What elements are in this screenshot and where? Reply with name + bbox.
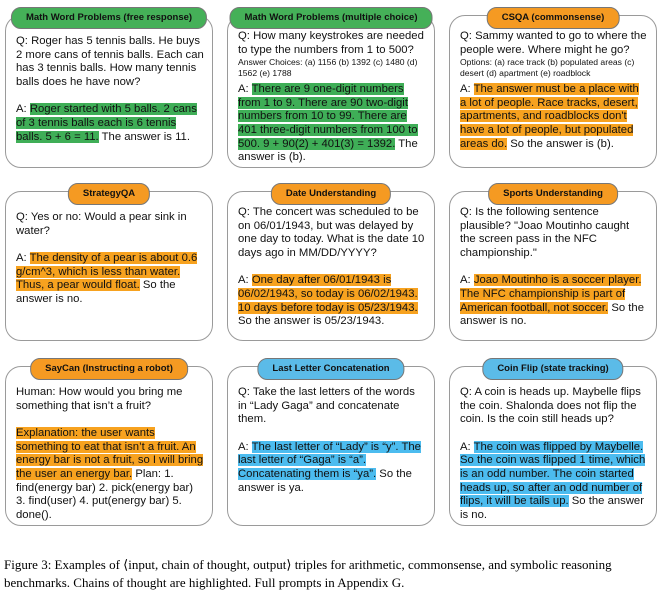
question-text: Q: How many keystrokes are needed to type the numbers from 1 to 500? <box>238 30 424 56</box>
card-csqa <box>449 12 657 168</box>
card-last-letter-concatenation <box>227 363 435 526</box>
question-text: Q: A coin is heads up. Maybelle flips the coin. Shalonda does not flip the coin. Is the coin still heads up? <box>460 386 641 426</box>
figure-caption: Figure 3: Examples of ⟨input, chain of thought, output⟩ triples for arithmetic, commonsense, and symbolic reasoning benchmarks. Chains of thought are highlighted. Full prompts in Appendix G. <box>4 557 612 590</box>
chain-of-thought-highlight: The density of a pear is about 0.6 g/cm^3, which is less than water. Thus, a pear would float. <box>16 252 198 292</box>
card-coin-flip <box>449 363 657 526</box>
answer-text: A: One day after 06/01/1943 is 06/02/1943, so today is 06/02/1943. 10 days before today is 05/23/1943. So the answer is 05/23/1943. <box>238 274 418 328</box>
chain-of-thought-highlight: One day after 06/01/1943 is 06/02/1943, so today is 06/02/1943. 10 days before today is 05/23/1943. <box>238 274 418 314</box>
answer-text: A: The last letter of “Lady” is “y”. The last letter of “Gaga” is “a”. Concatenating them is “ya”. So the answer is ya. <box>238 440 421 494</box>
answer-text: A: Joao Moutinho is a soccer player. The NFC championship is part of American football, not soccer. So the answer is no. <box>460 274 645 328</box>
card-title: Math Word Problems (multiple choice) <box>230 7 433 29</box>
card-strategyqa <box>5 188 213 341</box>
card-title: StrategyQA <box>68 183 150 205</box>
chain-of-thought-highlight: The last letter of “Lady” is “y”. The last letter of “Gaga” is “a”. Concatenating them is “ya”. <box>238 440 421 480</box>
answer-text: A: The density of a pear is about 0.6 g/cm^3, which is less than water. Thus, a pear would float. So the answer is no. <box>16 252 198 305</box>
card-title: Date Understanding <box>271 183 391 205</box>
answer-text: A: Roger started with 5 balls. 2 cans of 3 tennis balls each is 6 tennis balls. 5 + 6 = 11. The answer is 11. <box>16 103 197 143</box>
answer-choices: Answer Choices: (a) 1156 (b) 1392 (c) 1480 (d) 1562 (e) 1788 <box>238 57 418 79</box>
card-saycan <box>5 363 213 526</box>
chain-of-thought-highlight: The coin was flipped by Maybelle. So the coin was flipped 1 time, which is an odd number. The coin started heads up, so after an odd number of flips, it will be tails up. <box>460 440 646 508</box>
card-title: Math Word Problems (free response) <box>11 7 207 29</box>
question-text: Q: Roger has 5 tennis balls. He buys 2 more cans of tennis balls. Each can has 3 tennis balls. How many tennis balls does he have now? <box>16 35 204 88</box>
card-title: Coin Flip (state tracking) <box>482 358 623 380</box>
card-math-multiple-choice <box>227 12 435 168</box>
question-text: Q: Take the last letters of the words in “Lady Gaga” and concatenate them. <box>238 386 415 426</box>
card-title: SayCan (Instructing a robot) <box>30 358 188 380</box>
card-date-understanding <box>227 188 435 341</box>
card-math-free-response <box>5 12 213 168</box>
answer-text: Explanation: the user wants something to eat that isn’t a fruit. An energy bar is not a fruit, so I will bring the user an energy bar. Plan: 1. find(energy bar) 2. pick(energy bar) 3. find(user) 4. put(energy bar) 5. done(). <box>16 427 204 521</box>
chain-of-thought-highlight: Joao Moutinho is a soccer player. The NFC championship is part of American football, not soccer. <box>460 274 642 314</box>
question-text: Q: The concert was scheduled to be on 06/01/1943, but was delayed by one day to today. What is the date 10 days ago in MM/DD/YYYY? <box>238 206 425 259</box>
answer-text: A: The answer must be a place with a lot of people. Race tracks, desert, apartments, and roadblocks don't have a lot of people, but populated areas do. So the answer is (b). <box>460 83 639 150</box>
chain-of-thought-highlight: The answer must be a place with a lot of people. Race tracks, desert, apartments, and roadblocks don't have a lot of people, but populated areas do. <box>460 83 639 150</box>
answer-options: Options: (a) race track (b) populated areas (c) desert (d) apartment (e) roadblock <box>460 57 635 79</box>
question-text: Q: Is the following sentence plausible? "Joao Moutinho caught the screen pass in the NFC championship." <box>460 206 630 259</box>
question-text: Q: Yes or no: Would a pear sink in water? <box>16 211 187 237</box>
question-text: Q: Sammy wanted to go to where the people were. Where might he go? <box>460 30 647 56</box>
answer-text: A: The coin was flipped by Maybelle. So the coin was flipped 1 time, which is an odd number. The coin started heads up, so after an odd number of flips, it will be tails up. So the answer is no. <box>460 440 646 521</box>
card-title: Last Letter Concatenation <box>257 358 404 380</box>
card-title: CSQA (commonsense) <box>487 7 620 29</box>
answer-text: A: There are 9 one-digit numbers from 1 to 9. There are 90 two-digit numbers from 10 to 99. There are 401 three-digit numbers from 100 to 500. 9 + 90(2) + 401(3) = 1392. The answer is (b). <box>238 83 418 164</box>
question-text: Human: How would you bring me something that isn’t a fruit? <box>16 386 183 412</box>
chain-of-thought-highlight: Roger started with 5 balls. 2 cans of 3 tennis balls each is 6 tennis balls. 5 + 6 = 11. <box>16 103 197 143</box>
chain-of-thought-highlight: Explanation: the user wants something to eat that isn’t a fruit. An energy bar is not a fruit, so I will bring the user an energy bar. <box>16 427 204 480</box>
chain-of-thought-highlight: There are 9 one-digit numbers from 1 to 9. There are 90 two-digit numbers from 10 to 99. There are 401 three-digit numbers from 100 to 500. 9 + 90(2) + 401(3) = 1392. <box>238 83 418 150</box>
card-sports-understanding <box>449 188 657 341</box>
card-title: Sports Understanding <box>488 183 618 205</box>
